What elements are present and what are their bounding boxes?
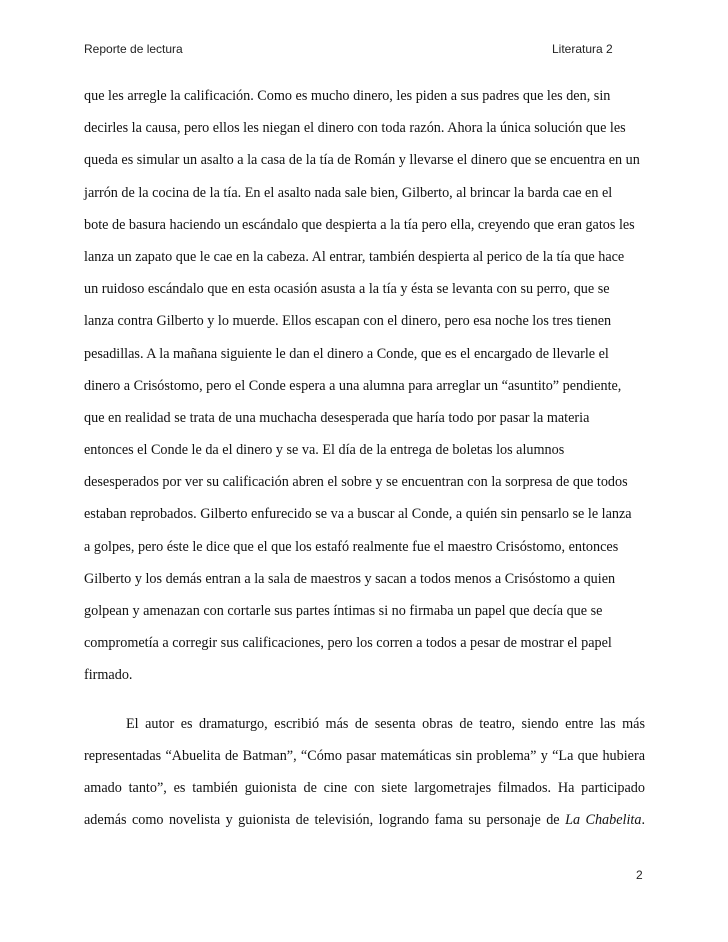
text-line: lanza contra Gilberto y lo muerde. Ellos escapan con el dinero, pero esa noche los tres tienen <box>84 313 612 330</box>
text-line: jarrón de la cocina de la tía. En el asalto nada sale bien, Gilberto, al brincar la barda cae en el <box>84 184 613 201</box>
text-line: estaban reprobados. Gilberto enfurecido se va a buscar al Conde, a quién sin pensarlo se le lanza <box>84 506 632 523</box>
header-course: Literatura 2 <box>552 42 613 56</box>
text-line: representadas “Abuelita de Batman”, “Cómo pasar matemáticas sin problema” y “La que hubiera <box>84 747 645 764</box>
text-segment: además como novelista y guionista de televisión, logrando fama su personaje de <box>84 812 560 829</box>
paragraph-1 <box>84 80 645 692</box>
text-line: lanza un zapato que le cae en la cabeza. Al entrar, también despierta al perico de la tía que hace <box>84 248 625 265</box>
text-line: golpean y amenazan con cortarle sus partes íntimas si no firmaba un papel que decía que se <box>84 603 603 619</box>
italic-title: La Chabelita <box>565 812 642 829</box>
text-line: a golpes, pero éste le dice que el que los estafó realmente fue el maestro Crisóstomo, entonces <box>84 538 619 555</box>
text-line: desesperados por ver su calificación abren el sobre y se encuentran con la sorpresa de que todos <box>84 474 628 491</box>
text-line <box>84 804 645 836</box>
text-line: que en realidad se trata de una muchacha desesperada que haría todo por pasar la materia <box>84 409 590 426</box>
text-line: entonces el Conde le da el dinero y se va. El día de la entrega de boletas los alumnos <box>84 442 565 459</box>
text-line: El autor es dramaturgo, escribió más de sesenta obras de teatro, siendo entre las más <box>126 715 645 732</box>
text-line: comprometía a corregir sus calificaciones, pero los corren a todos a pesar de mostrar el papel <box>84 635 612 652</box>
text-line: que les arregle la calificación. Como es mucho dinero, les piden a sus padres que les den, sin <box>84 88 611 104</box>
text-line: un ruidoso escándalo que en esta ocasión asusta a la tía y ésta se levanta con su perro, que se <box>84 281 610 298</box>
text-line: pesadillas. A la mañana siguiente le dan el dinero a Conde, que es el encargado de llevarle el <box>84 345 609 362</box>
page-number: 2 <box>636 868 643 882</box>
text-line: dinero a Crisóstomo, pero el Conde espera a una alumna para arreglar un “asuntito” pendiente, <box>84 377 622 394</box>
text-segment: . <box>641 812 646 829</box>
text-line: amado tanto”, es también guionista de cine con siete largometrajes filmados. Ha participado <box>84 779 645 796</box>
text-line: Gilberto y los demás entran a la sala de maestros y sacan a todos menos a Crisóstomo a quien <box>84 570 616 587</box>
text-line: queda es simular un asalto a la casa de la tía de Román y llevarse el dinero que se encuentra en un <box>84 152 640 169</box>
document-body <box>84 80 645 836</box>
text-line: decirles la causa, pero ellos les niegan el dinero con toda razón. Ahora la única solución que les <box>84 120 626 137</box>
header-title: Reporte de lectura <box>84 42 183 56</box>
paragraph-2 <box>84 708 645 837</box>
text-line: firmado. <box>84 667 133 684</box>
text-line: bote de basura haciendo un escándalo que despierta a la tía pero ella, creyendo que eran gatos les <box>84 216 635 233</box>
page-header <box>84 42 644 60</box>
